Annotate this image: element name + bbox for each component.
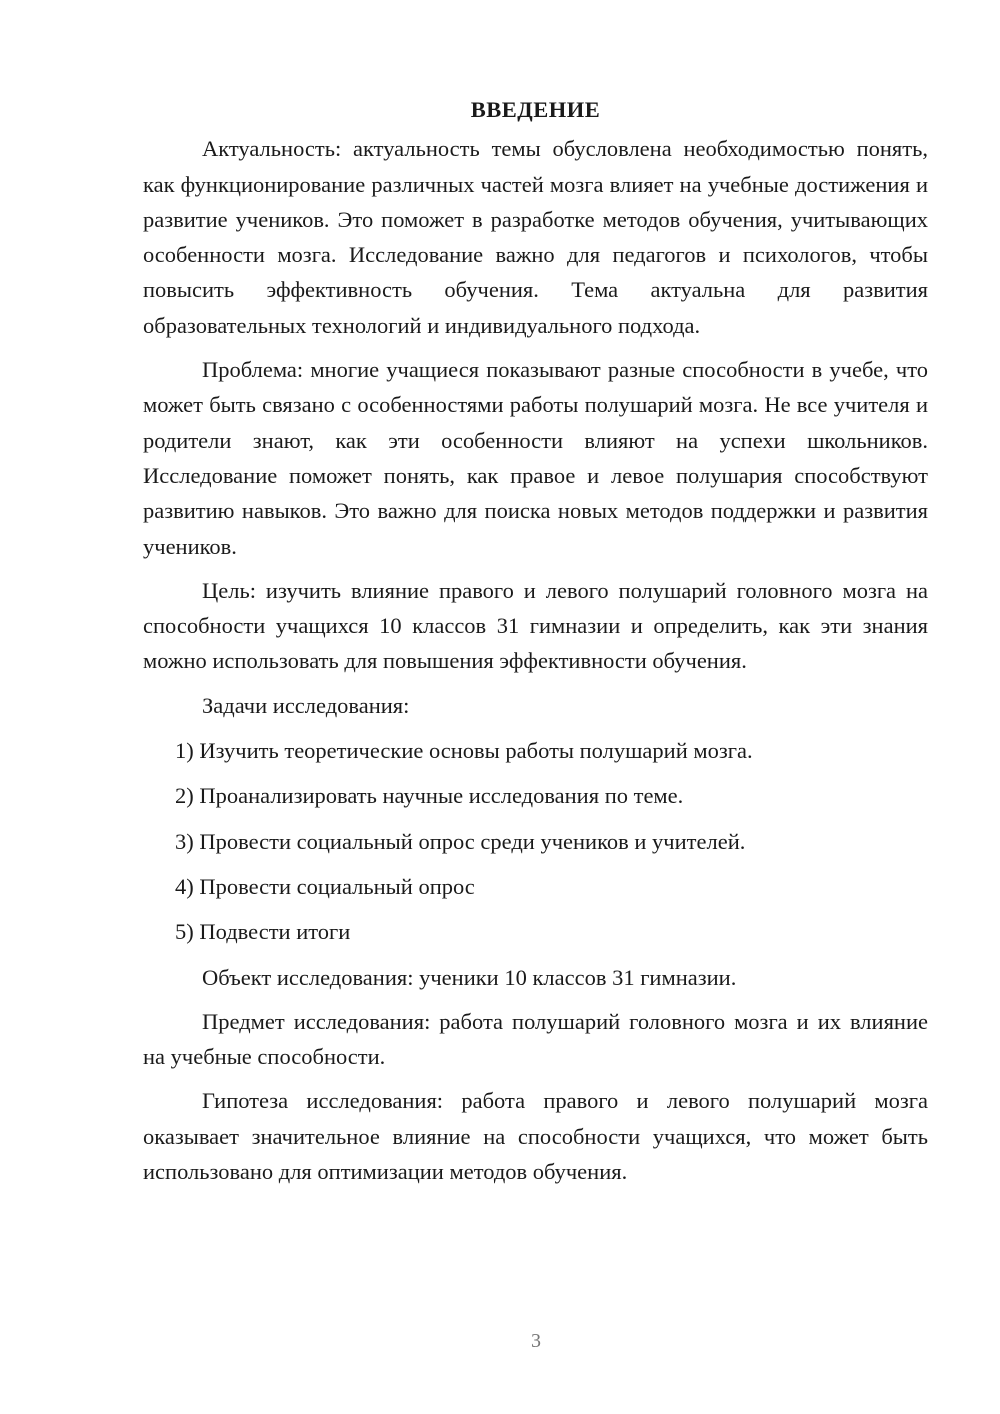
page-number: 3: [531, 1330, 541, 1352]
section-heading: ВВЕДЕНИЕ: [470, 97, 601, 122]
object-paragraph: Объект исследования: ученики 10 классов 31 гимназии.: [202, 964, 737, 990]
relevance-paragraph: Актуальность: актуальность темы обусловлена необходимостью понять, как функционирование различных частей мозга влияет на учебные достижения и развитие учеников. Это поможет в разработке методов обучения, учитывающих особенности мозга. Исследование важно для педагогов и психологов, чтобы повысить эффективность обучения. Тема актуальна для развития образовательных технологий и индивидуального подхода.: [143, 136, 928, 338]
task-item: 5) Подвести итоги: [175, 919, 351, 945]
task-item: 3) Провести социальный опрос среди учеников и учителей.: [175, 828, 746, 854]
hypothesis-paragraph: Гипотеза исследования: работа правого и левого полушарий мозга оказывает значительное влияние на способности учащихся, что может быть использовано для оптимизации методов обучения.: [143, 1088, 928, 1185]
problem-paragraph: Проблема: многие учащиеся показывают разные способности в учебе, что может быть связано с особенностями работы полушарий мозга. Не все учителя и родители знают, как эти особенности влияют на успехи школьников. Исследование поможет понять, как правое и левое полушария способствуют развитию навыков. Это важно для поиска новых методов поддержки и развития учеников.: [143, 357, 928, 559]
task-item: 2) Проанализировать научные исследования по теме.: [175, 783, 684, 809]
task-item: 1) Изучить теоретические основы работы полушарий мозга.: [175, 738, 753, 764]
document-page: [143, 92, 928, 1198]
tasks-title: Задачи исследования:: [202, 692, 410, 718]
subject-paragraph: Предмет исследования: работа полушарий головного мозга и их влияние на учебные способности.: [143, 1008, 928, 1070]
task-item: 4) Провести социальный опрос: [175, 873, 475, 899]
goal-paragraph: Цель: изучить влияние правого и левого полушарий головного мозга на способности учащихся 10 классов 31 гимназии и определить, как эти знания можно использовать для повышения эффективности обучения.: [143, 577, 928, 674]
